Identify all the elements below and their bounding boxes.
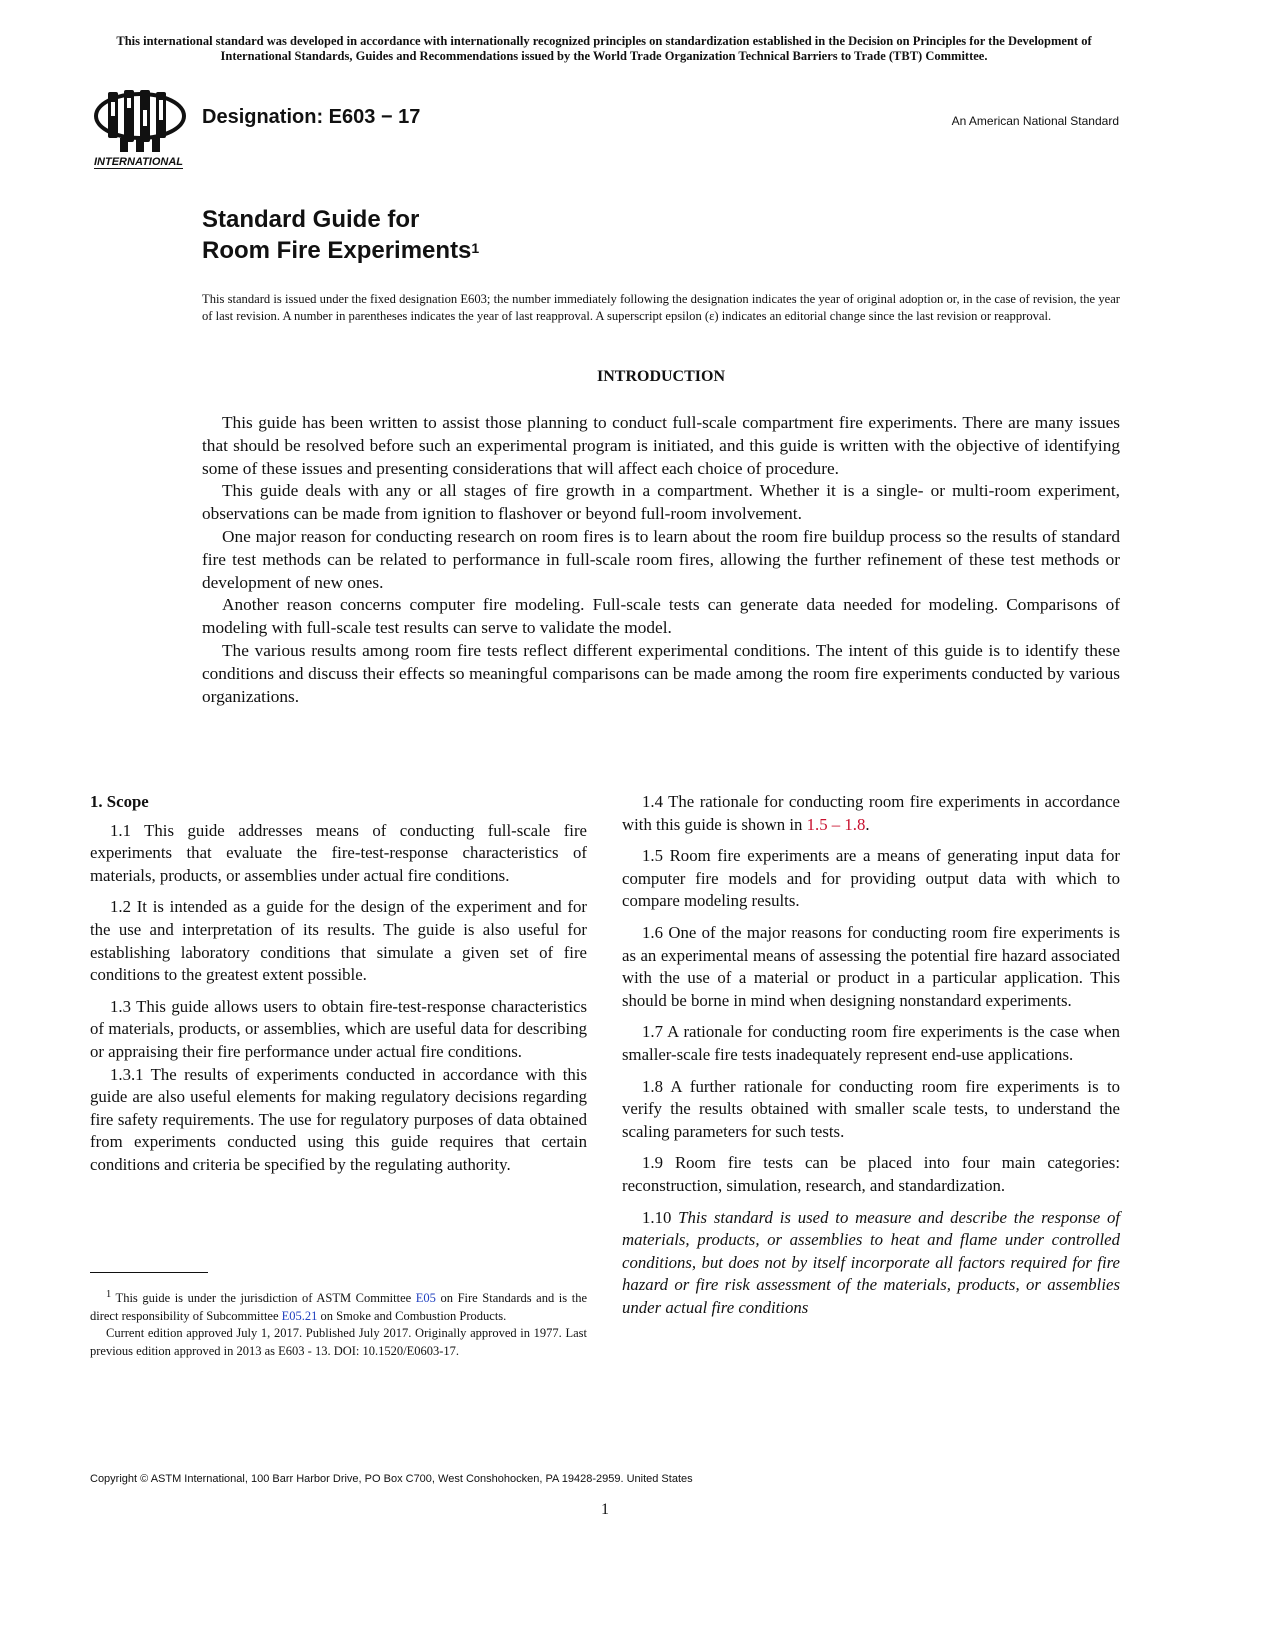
section-1-3: 1.3 This guide allows users to obtain fire-test-response characteristics of materials, products, or assemblies, which are useful data for describing or appraising their fire performance under actual fire conditions. xyxy=(90,996,587,1061)
section-1-6: 1.6 One of the major reasons for conducting room fire experiments is as an experimental means of assessing the potential fire hazard associated with the use of a material or product in a particular application. This should be borne in mind when designing nonstandard experiments. xyxy=(622,922,1120,1010)
footnotes xyxy=(90,1286,587,1360)
section-1-8: 1.8 A further rationale for conducting room fire experiments is to verify the results obtained with smaller scale tests, to understand the scaling parameters for such tests. xyxy=(622,1076,1120,1141)
title-footnote-mark: 1 xyxy=(471,240,480,256)
page-number: 1 xyxy=(601,1501,609,1518)
scope-heading: 1. Scope xyxy=(90,792,149,811)
subcommittee-e05-21-link[interactable]: E05.21 xyxy=(281,1308,318,1323)
section-1-10-text: This standard is used to measure and describe the response of materials, products, or assemblies to heat and flame under controlled conditions, but does not by itself incorporate all factors required for fire hazard or fire risk assessment of the materials, products, or assemblies under actual fire conditions xyxy=(622,1207,1121,1317)
section-1-10-number: 1.10 xyxy=(642,1207,679,1227)
intro-paragraph: This guide has been written to assist those planning to conduct full-scale compartment fire experiments. There are many issues that should be resolved before such an experimental program is initiated, and this guide is written with the objective of identifying some of these issues and presenting considerations that will affect each choice of procedure. xyxy=(202,413,1120,478)
designation: Designation: E603 − 17 xyxy=(202,106,421,128)
title-main: Room Fire Experiments xyxy=(202,237,472,264)
section-1-1: 1.1 This guide addresses means of conducting full-scale fire experiments that evaluate the fire-test-response characteristics of materials, products, or assemblies under actual fire conditions. xyxy=(90,820,587,885)
section-1-2: 1.2 It is intended as a guide for the design of the experiment and for the use and interpretation of its results. The guide is also useful for establishing laboratory conditions that simulate a given set of fire conditions to the greatest extent possible. xyxy=(90,897,587,985)
national-standard-label: An American National Standard xyxy=(951,114,1119,128)
footnote-divider xyxy=(90,1272,208,1273)
section-1-3-1: 1.3.1 The results of experiments conducted in accordance with this guide are also useful elements for making regulatory decisions regarding fire safety requirements. The use for regulatory purposes of data obtained from experiments conducted using this guide requires that certain conditions and criteria be specified by the regulating authority. xyxy=(90,1064,587,1174)
introduction-body xyxy=(202,412,1120,708)
section-1-4-period: . xyxy=(865,814,870,834)
intro-paragraph: One major reason for conducting research on room fires is to learn about the room fire buildup process so the results of standard fire test methods can be related to performance in full-scale room fires, allowing the further refinement of these test methods or development of new ones. xyxy=(202,526,1120,592)
footnote-1-text: on Smoke and Combustion Products. xyxy=(317,1308,507,1323)
intro-paragraph: This guide deals with any or all stages of fire growth in a compartment. Whether it is a single- or multi-room experiment, observations can be made from ignition to flashover or beyond full-room involvement. xyxy=(202,481,1120,524)
left-column xyxy=(90,791,587,1186)
issued-note: This standard is issued under the fixed designation E603; the number immediately following the designation indicates the year of original adoption or, in the case of revision, the year of last revision. A number in parentheses indicates the year of last reapproval. A superscript epsilon (ε) indicates an editorial change since the last revision or reapproval. xyxy=(202,292,1120,323)
section-1-10 xyxy=(622,1207,1120,1320)
section-1-4 xyxy=(622,791,1120,836)
footnote-1-text: This guide is under the jurisdiction of ASTM Committee xyxy=(111,1291,416,1306)
section-1-5: 1.5 Room fire experiments are a means of generating input data for computer fire models and for providing output data with which to compare modeling results. xyxy=(622,846,1120,911)
intro-paragraph: The various results among room fire tests reflect different experimental conditions. The intent of this guide is to identify these conditions and discuss their effects so meaningful comparisons can be made among the room fire experiments conducted by various organizations. xyxy=(202,640,1120,706)
intro-paragraph: Another reason concerns computer fire modeling. Full-scale tests can generate data needed for modeling. Comparisons of modeling with full-scale test results can serve to validate the model. xyxy=(202,595,1120,638)
introduction-heading: INTRODUCTION xyxy=(596,368,725,385)
astm-logo-icon xyxy=(90,86,194,170)
footnote-1-mark: 1 xyxy=(106,1289,112,1300)
right-column xyxy=(622,791,1120,1328)
title-line-2 xyxy=(202,235,479,266)
section-1-4-text: 1.4 The rationale for conducting room fire experiments in accordance with this guide is shown in xyxy=(622,792,1120,834)
logo-text: INTERNATIONAL xyxy=(94,156,184,168)
copyright: Copyright © ASTM International, 100 Barr Harbor Drive, PO Box C700, West Conshohocken, PA 19428-2959. United States xyxy=(90,1473,693,1485)
footnote-1-text: on Fire Standards and is the direct responsibility of Subcommittee xyxy=(90,1291,587,1323)
footnote-1 xyxy=(90,1286,587,1325)
title-line-1: Standard Guide for xyxy=(202,206,420,233)
section-1-9: 1.9 Room fire tests can be placed into four main categories: reconstruction, simulation, research, and standardization. xyxy=(622,1153,1120,1195)
document-title xyxy=(202,204,479,266)
sections-1-5-1-8-link[interactable]: 1.5 – 1.8 xyxy=(806,814,866,834)
wto-notice: This international standard was developed in accordance with internationally recognized principles on standardization established in the Decision on Principles for the Development of International Standards, Guides and Recommendations issued by the World Trade Organization Technical Barriers to Trade (TBT) Committee. xyxy=(116,34,1092,63)
committee-e05-link[interactable]: E05 xyxy=(415,1291,436,1306)
footnote-2: Current edition approved July 1, 2017. Published July 2017. Originally approved in 1977. Last previous edition approved in 2013 as E603 - 13. DOI: 10.1520/E0603-17. xyxy=(90,1326,587,1358)
section-1-7: 1.7 A rationale for conducting room fire experiments is the case when smaller-scale fire tests inadequately represent end-use applications. xyxy=(622,1022,1120,1064)
